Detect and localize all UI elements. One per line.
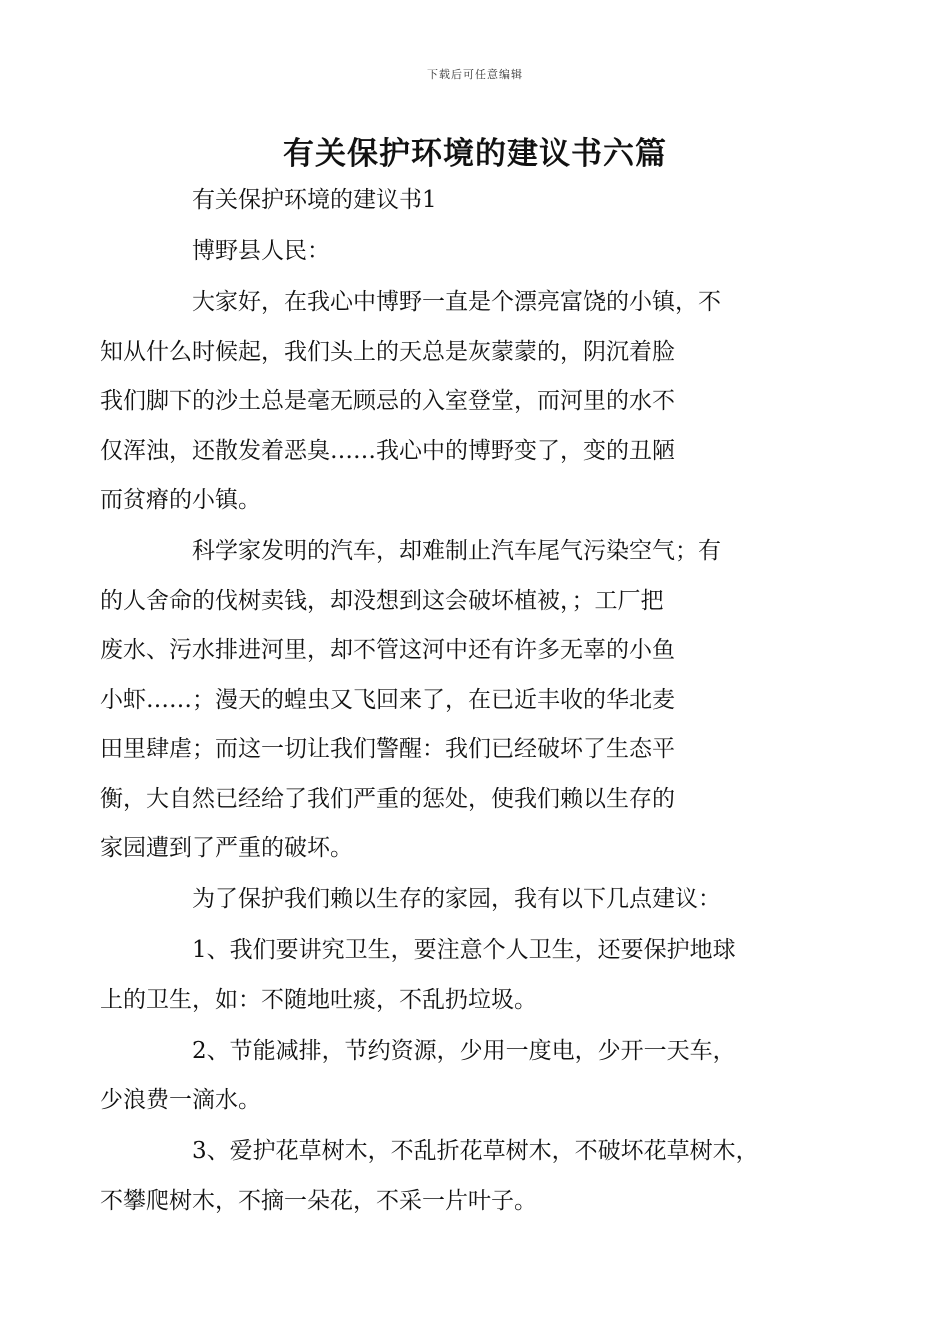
paragraph-line: 大家好，在我心中博野一直是个漂亮富饶的小镇，不 — [192, 289, 721, 315]
document-title: 有关保护环境的建议书六篇 — [283, 136, 667, 172]
paragraph — [100, 1127, 812, 1226]
paragraph — [146, 875, 812, 925]
paragraph-line: 小虾……；漫天的蝗虫又飞回来了，在已近丰收的华北麦 — [100, 686, 675, 713]
paragraph-line: 2、节能减排，节约资源，少用一度电，少开一天车， — [192, 1037, 736, 1064]
paragraph — [100, 527, 812, 874]
document-body — [100, 176, 812, 1228]
paragraph-line: 我们脚下的沙土总是毫无顾忌的入室登堂，而河里的水不 — [100, 388, 675, 414]
paragraph — [100, 278, 812, 526]
paragraph-line: 而贫瘠的小镇。 — [100, 487, 261, 513]
paragraph-line: 3、爱护花草树木，不乱折花草树木，不破坏花草树木， — [192, 1138, 759, 1164]
paragraph-line: 家园遭到了严重的破坏。 — [100, 835, 353, 861]
paragraph-line: 仅浑浊，还散发着恶臭……我心中的博野变了，变的丑陋 — [100, 437, 675, 464]
paragraph-line: 知从什么时候起，我们头上的天总是灰蒙蒙的，阴沉着脸 — [100, 338, 675, 365]
paragraph-line: 有关保护环境的建议书1 — [192, 187, 437, 213]
header-note: 下载后可任意编辑 — [427, 68, 523, 81]
paragraph-line: 科学家发明的汽车，却难制止汽车尾气污染空气；有 — [192, 538, 721, 564]
paragraph-line: 衡，大自然已经给了我们严重的惩处，使我们赖以生存的 — [100, 785, 675, 812]
paragraph — [146, 227, 812, 277]
paragraph-line: 的人舍命的伐树卖钱，却没想到这会破坏植被，；工厂把 — [100, 587, 664, 614]
paragraph-line: 1、我们要讲究卫生，要注意个人卫生，还要保护地球 — [192, 937, 736, 963]
paragraph-line: 废水、污水排进河里，却不管这河中还有许多无辜的小鱼 — [100, 637, 675, 663]
paragraph — [100, 1027, 812, 1126]
paragraph-line: 为了保护我们赖以生存的家园，我有以下几点建议： — [192, 886, 721, 912]
paragraph-line: 博野县人民： — [192, 238, 330, 264]
paragraph-line: 少浪费一滴水。 — [100, 1087, 261, 1113]
paragraph-line: 田里肆虐；而这一切让我们警醒：我们已经破坏了生态平 — [100, 736, 675, 762]
paragraph — [100, 926, 812, 1025]
paragraph — [146, 176, 812, 226]
paragraph-line: 不攀爬树木，不摘一朵花，不采一片叶子。 — [100, 1187, 537, 1214]
paragraph-line: 上的卫生，如：不随地吐痰，不乱扔垃圾。 — [100, 986, 537, 1013]
